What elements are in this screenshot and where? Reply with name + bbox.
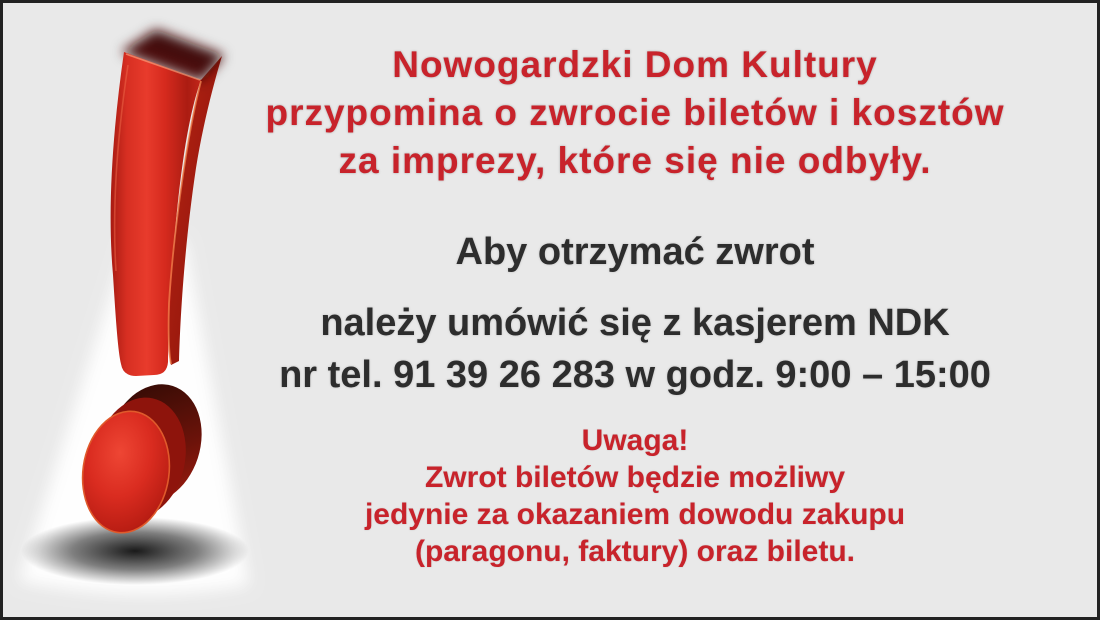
header-line-1: Nowogardzki Dom Kultury — [392, 44, 878, 85]
notice-line-1: Zwrot biletów będzie możliwy — [424, 461, 846, 494]
notice-line-3: (paragonu, faktury) oraz biletu. — [414, 535, 856, 568]
header-block — [228, 41, 1042, 185]
notice-block — [228, 422, 1042, 570]
notice-line-2: jedynie za okazaniem dowodu zakupu — [364, 498, 906, 531]
contact-line-1: należy umówić się z kasjerem NDK — [320, 302, 950, 344]
header-line-3: za imprezy, które się nie odbyły. — [338, 140, 932, 181]
contact-block — [228, 297, 1042, 401]
notice-title: Uwaga! — [581, 424, 689, 457]
refund-heading: Aby otrzymać zwrot — [455, 231, 815, 273]
header-line-2: przypomina o zwrocie biletów i kosztów — [265, 92, 1005, 133]
contact-line-2: nr tel. 91 39 26 283 w godz. 9:00 – 15:00 — [279, 354, 991, 396]
